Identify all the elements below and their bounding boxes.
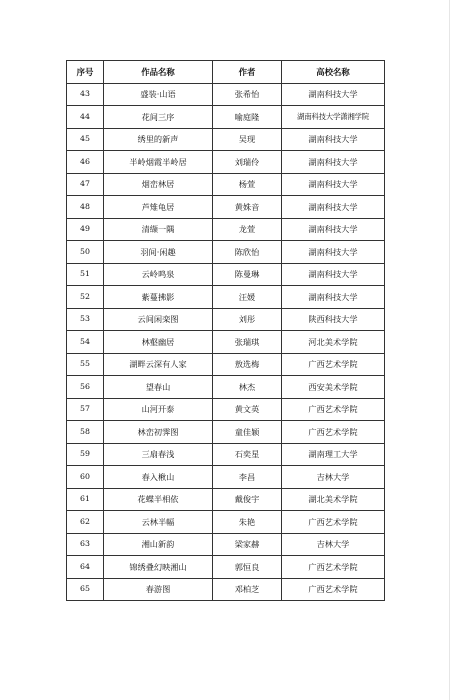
table-row — [67, 353, 385, 376]
cell-school-name: 广西艺术学院 — [282, 556, 385, 579]
cell-serial-number: 60 — [67, 466, 104, 489]
cell-serial-number: 64 — [67, 556, 104, 579]
cell-author: 林杰 — [213, 376, 282, 399]
table-row — [67, 376, 385, 399]
cell-work-title: 春游图 — [104, 578, 213, 601]
cell-serial-number: 57 — [67, 398, 104, 421]
header-row — [67, 61, 385, 84]
table-row — [67, 151, 385, 174]
header-work-title: 作品名称 — [104, 61, 213, 84]
cell-serial-number: 53 — [67, 308, 104, 331]
cell-serial-number: 61 — [67, 488, 104, 511]
table-row — [67, 128, 385, 151]
table-row — [67, 578, 385, 601]
cell-work-title: 三扇春浅 — [104, 443, 213, 466]
table-row — [67, 106, 385, 129]
cell-work-title: 望春山 — [104, 376, 213, 399]
cell-work-title: 云林半幅 — [104, 511, 213, 534]
cell-serial-number: 47 — [67, 173, 104, 196]
cell-school-name: 陕西科技大学 — [282, 308, 385, 331]
table-row — [67, 83, 385, 106]
cell-work-title: 花蝶半相依 — [104, 488, 213, 511]
cell-school-name: 湖南科技大学 — [282, 173, 385, 196]
cell-work-title: 春入楸山 — [104, 466, 213, 489]
cell-serial-number: 54 — [67, 331, 104, 354]
cell-serial-number: 45 — [67, 128, 104, 151]
cell-work-title: 清缬一隅 — [104, 218, 213, 241]
cell-serial-number: 52 — [67, 286, 104, 309]
table-body — [67, 83, 385, 601]
table-row — [67, 173, 385, 196]
table-row — [67, 443, 385, 466]
cell-serial-number: 58 — [67, 421, 104, 444]
cell-school-name: 吉林大学 — [282, 466, 385, 489]
cell-school-name: 湖南科技大学 — [282, 286, 385, 309]
table-row — [67, 196, 385, 219]
cell-work-title: 林壑幽居 — [104, 331, 213, 354]
cell-work-title: 绣里的新声 — [104, 128, 213, 151]
cell-author: 敖选梅 — [213, 353, 282, 376]
cell-school-name: 河北美术学院 — [282, 331, 385, 354]
cell-school-name: 湖南科技大学 — [282, 151, 385, 174]
cell-school-name: 湖南理工大学 — [282, 443, 385, 466]
cell-serial-number: 49 — [67, 218, 104, 241]
table-row — [67, 286, 385, 309]
cell-author: 戴俊宇 — [213, 488, 282, 511]
cell-author: 汪媛 — [213, 286, 282, 309]
cell-school-name: 湖南科技大学潇湘学院 — [282, 106, 385, 129]
cell-author: 郭恒良 — [213, 556, 282, 579]
cell-work-title: 羽间·闲趣 — [104, 241, 213, 264]
cell-serial-number: 62 — [67, 511, 104, 534]
cell-author: 童佳颖 — [213, 421, 282, 444]
cell-serial-number: 46 — [67, 151, 104, 174]
cell-serial-number: 56 — [67, 376, 104, 399]
cell-serial-number: 44 — [67, 106, 104, 129]
cell-author: 石奕星 — [213, 443, 282, 466]
cell-work-title: 云间闲栾图 — [104, 308, 213, 331]
cell-author: 刘彤 — [213, 308, 282, 331]
cell-work-title: 山河开泰 — [104, 398, 213, 421]
table-row — [67, 466, 385, 489]
cell-author: 陈欣怡 — [213, 241, 282, 264]
cell-serial-number: 50 — [67, 241, 104, 264]
cell-school-name: 广西艺术学院 — [282, 421, 385, 444]
cell-serial-number: 65 — [67, 578, 104, 601]
cell-school-name: 湖南科技大学 — [282, 241, 385, 264]
cell-serial-number: 63 — [67, 533, 104, 556]
cell-work-title: 锦绣叠幻映湘山 — [104, 556, 213, 579]
cell-author: 张希怡 — [213, 83, 282, 106]
table-row — [67, 398, 385, 421]
cell-work-title: 云岭鸣泉 — [104, 263, 213, 286]
cell-school-name: 湖南科技大学 — [282, 218, 385, 241]
cell-serial-number: 51 — [67, 263, 104, 286]
cell-serial-number: 59 — [67, 443, 104, 466]
cell-author: 黄姝音 — [213, 196, 282, 219]
header-author: 作者 — [213, 61, 282, 84]
cell-author: 龙萱 — [213, 218, 282, 241]
cell-school-name: 广西艺术学院 — [282, 511, 385, 534]
cell-work-title: 湘山新韵 — [104, 533, 213, 556]
table-row — [67, 263, 385, 286]
cell-author: 李昌 — [213, 466, 282, 489]
award-list-table — [66, 60, 385, 601]
cell-work-title: 盛装·山语 — [104, 83, 213, 106]
cell-school-name: 湖南科技大学 — [282, 263, 385, 286]
cell-author: 张瑞琪 — [213, 331, 282, 354]
cell-author: 黄文英 — [213, 398, 282, 421]
cell-author: 陈曼琳 — [213, 263, 282, 286]
cell-work-title: 芦雉龟居 — [104, 196, 213, 219]
cell-school-name: 湖南科技大学 — [282, 128, 385, 151]
cell-work-title: 花间三序 — [104, 106, 213, 129]
header-school-name: 高校名称 — [282, 61, 385, 84]
table-row — [67, 241, 385, 264]
table-row — [67, 218, 385, 241]
cell-author: 梁家赫 — [213, 533, 282, 556]
table-row — [67, 556, 385, 579]
cell-author: 刘瑞伶 — [213, 151, 282, 174]
cell-work-title: 半岭烟霞半岭居 — [104, 151, 213, 174]
cell-serial-number: 43 — [67, 83, 104, 106]
table-row — [67, 488, 385, 511]
cell-serial-number: 55 — [67, 353, 104, 376]
cell-school-name: 湖南科技大学 — [282, 196, 385, 219]
table-header — [67, 61, 385, 84]
cell-serial-number: 48 — [67, 196, 104, 219]
cell-author: 喻庭隆 — [213, 106, 282, 129]
cell-work-title: 湖畔云深有人家 — [104, 353, 213, 376]
table-row — [67, 421, 385, 444]
table-row — [67, 533, 385, 556]
table-row — [67, 511, 385, 534]
cell-school-name: 广西艺术学院 — [282, 578, 385, 601]
cell-school-name: 吉林大学 — [282, 533, 385, 556]
cell-author: 杨萱 — [213, 173, 282, 196]
table-row — [67, 331, 385, 354]
cell-school-name: 湖北美术学院 — [282, 488, 385, 511]
cell-school-name: 广西艺术学院 — [282, 353, 385, 376]
cell-author: 吴现 — [213, 128, 282, 151]
cell-school-name: 西安美术学院 — [282, 376, 385, 399]
cell-work-title: 紫蔓拂影 — [104, 286, 213, 309]
table-row — [67, 308, 385, 331]
cell-work-title: 林峦初霁图 — [104, 421, 213, 444]
cell-school-name: 湖南科技大学 — [282, 83, 385, 106]
cell-author: 邓柏芝 — [213, 578, 282, 601]
cell-author: 朱艳 — [213, 511, 282, 534]
cell-work-title: 烟峦林居 — [104, 173, 213, 196]
header-serial-number: 序号 — [67, 61, 104, 84]
cell-school-name: 广西艺术学院 — [282, 398, 385, 421]
